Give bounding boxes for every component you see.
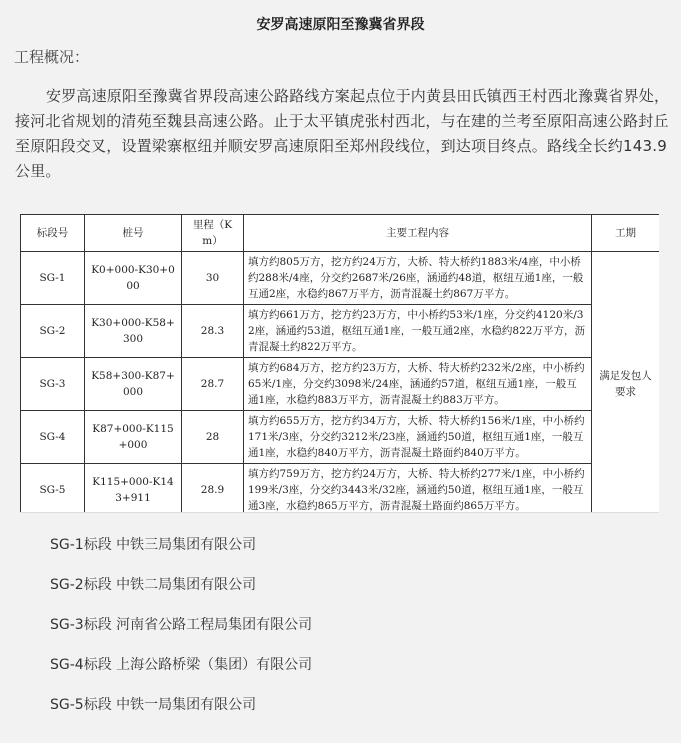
- cell-section: SG-3: [21, 358, 85, 411]
- cell-duration: 满足发包人要求: [592, 252, 660, 514]
- bidder-item: SG-1标段 中铁三局集团有限公司: [50, 537, 257, 553]
- table-row: [21, 464, 660, 514]
- cell-station: K87+000-K115+000: [85, 411, 182, 464]
- project-table: [20, 214, 659, 513]
- cell-station: K0+000-K30+000: [85, 252, 182, 305]
- cell-mileage: 28.9: [182, 464, 244, 514]
- header-station: 桩号: [85, 215, 182, 252]
- cell-mileage: 28: [182, 411, 244, 464]
- cell-section: SG-2: [21, 305, 85, 358]
- bidder-item: SG-3标段 河南省公路工程局集团有限公司: [50, 617, 313, 633]
- header-section: 标段号: [21, 215, 85, 252]
- cell-station: K115+000-K143+911: [85, 464, 182, 514]
- cell-section: SG-1: [21, 252, 85, 305]
- winning-bidders-list: [50, 528, 312, 728]
- project-table-image: [20, 214, 659, 513]
- table-row: [21, 411, 660, 464]
- cell-content: 填方约805万方，挖方约24万方，大桥、特大桥约1883米/4座，中小桥约288米/4座，分交约2687米/26座，涵通约48道，枢纽互通1座，一般互通2座，水稳约867万平方，沥青混凝土约867万平方。: [244, 252, 592, 305]
- cell-section: SG-5: [21, 464, 85, 514]
- cell-content: 填方约684万方，挖方约23万方，大桥、特大桥约232米/2座，中小桥约65米/1座，分交约3098米/24座，涵通约57道，枢纽互通1座，一般互通1座，水稳约883万平方，沥青混凝土约883万平方。: [244, 358, 592, 411]
- header-duration: 工期: [592, 215, 660, 252]
- table-row: [21, 252, 660, 305]
- cell-station: K30+000-K58+300: [85, 305, 182, 358]
- cell-mileage: 28.3: [182, 305, 244, 358]
- cell-content: 填方约655万方，挖方约34万方，大桥、特大桥约156米/1座，中小桥约171米/3座，分交约3212米/23座，涵通约50道，枢纽互通1座，一般互通1座，水稳约840万平方，沥青混凝土路面约840万平方。: [244, 411, 592, 464]
- page-title: 安罗高速原阳至豫冀省界段: [256, 17, 425, 33]
- bidder-item: SG-5标段 中铁一局集团有限公司: [50, 697, 257, 713]
- bidder-item: SG-2标段 中铁二局集团有限公司: [50, 577, 257, 593]
- section-heading: 工程概况：: [14, 48, 90, 66]
- header-mileage: 里程（Km）: [182, 215, 244, 252]
- cell-station: K58+300-K87+000: [85, 358, 182, 411]
- cell-mileage: 30: [182, 252, 244, 305]
- overview-paragraph: 安罗高速原阳至豫冀省界段高速公路路线方案起点位于内黄县田氏镇西王村西北豫冀省界处，接河北省规划的清苑至魏县高速公路。止于太平镇虎张村西北，与在建的兰考至原阳高速公路封丘至原阳段交叉，设置梁寨枢纽并顺安罗高速原阳至郑州段线位，到达项目终点。路线全长约143.9公里。: [15, 87, 670, 180]
- cell-section: SG-4: [21, 411, 85, 464]
- cell-content: 填方约661万方，挖方约23万方，中小桥约53米/1座，分交约4120米/32座，涵通约53道，枢纽互通1座，一般互通2座，水稳约822万平方，沥青混凝土约822万平方。: [244, 305, 592, 358]
- table-row: [21, 358, 660, 411]
- table-row: [21, 305, 660, 358]
- cell-content: 填方约759万方，挖方约24万方，大桥、特大桥约277米/1座，中小桥约199米/3座，分交约3443米/32座，涵通约50道，枢纽互通1座，一般互通3座，水稳约865万平方，沥青混凝土路面约865万平方。: [244, 464, 592, 514]
- bidder-item: SG-4标段 上海公路桥梁（集团）有限公司: [50, 657, 313, 673]
- header-content: 主要工程内容: [244, 215, 592, 252]
- cell-mileage: 28.7: [182, 358, 244, 411]
